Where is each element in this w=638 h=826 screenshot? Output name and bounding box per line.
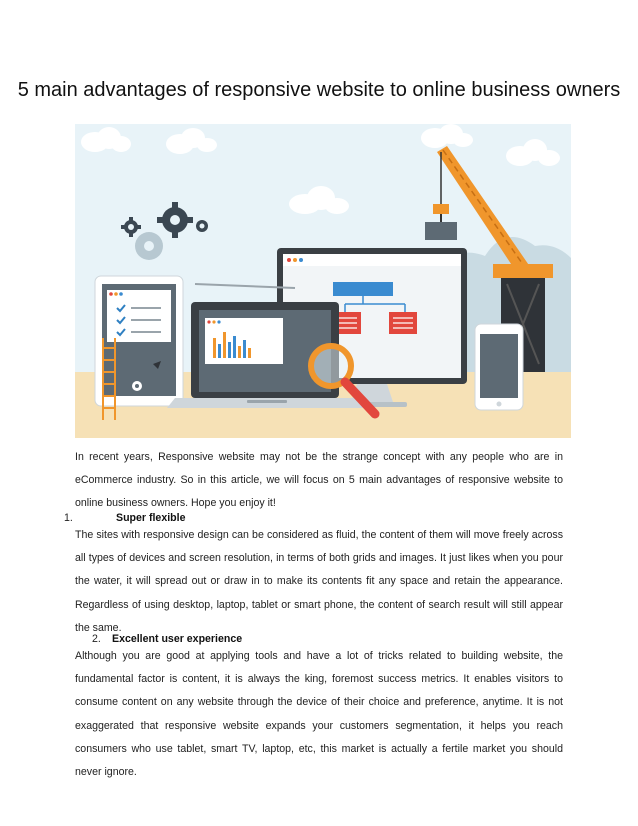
section-number: 1.	[64, 512, 73, 524]
intro-paragraph: In recent years, Responsive website may not be the strange concept with any people who are in eCommerce industry. So in this article, we will focus on 5 main advantages of responsive website to online business owners. Hope you enjoy it!	[75, 451, 563, 510]
tablet-illustration	[95, 276, 183, 406]
section-number: 2.	[92, 633, 101, 645]
section-heading: Super flexible	[116, 512, 186, 524]
section-body: Although you are good at applying tools and have a lot of tricks related to building website, the fundamental factor is content, it is always the king, foremost success metrics. It enables visitors to consume content on any website through the device of their choice and preference, anytime. It is not exaggerated that responsive website expands your customers segmentation, it helps you reach consumers who use tablet, smart TV, laptop, etc, this market is actually a fertile market you should never ignore.	[75, 650, 563, 779]
page-title: 5 main advantages of responsive website to online business owners	[17, 79, 621, 101]
gear-icon	[135, 232, 163, 260]
gear-icon	[132, 381, 142, 391]
section-heading: Excellent user experience	[112, 633, 243, 645]
smartphone-illustration	[475, 324, 523, 410]
hero-illustration	[75, 124, 571, 438]
gear-icon	[196, 220, 208, 232]
section-body: The sites with responsive design can be considered as fluid, the content of them will move freely across all types of devices and screen resolution, in terms of both grids and images. It just likes when you pour the water, it will spread out or draw in to make its contents fit any space and retain the appearance. Regardless of using desktop, laptop, tablet or smart phone, the content of search result will still appear the same.	[75, 529, 563, 634]
